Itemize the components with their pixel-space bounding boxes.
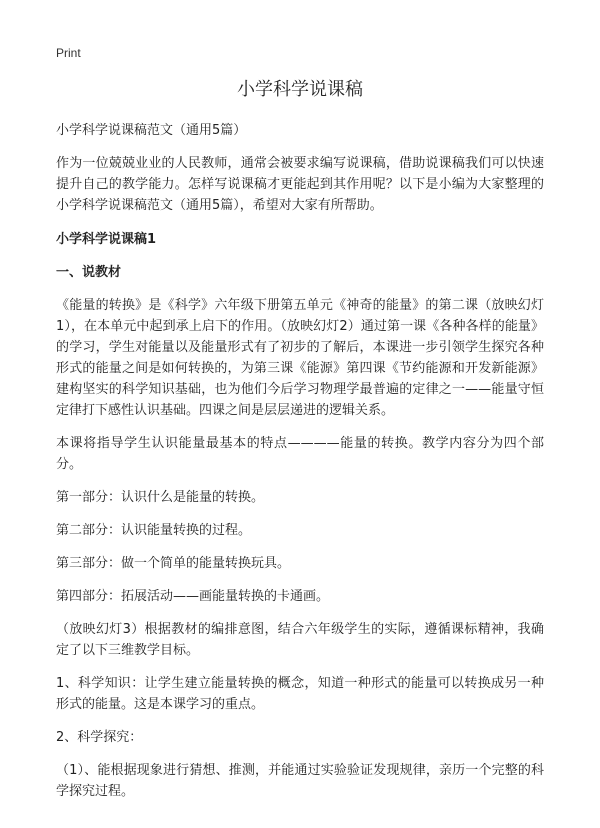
body-paragraph: 第四部分：拓展活动——画能量转换的卡通画。 [56, 589, 330, 604]
intro-paragraph: 作为一位兢兢业业的人民教师，通常会被要求编写说课稿，借助说课稿我们可以快速提升自己的教学能力。怎样写说课稿才更能起到其作用呢？以下是小编为大家整理的小学科学说课稿范文（通用5篇），希望对大家有所帮助。 [56, 156, 544, 213]
section-heading: 小学科学说课稿1 [56, 232, 157, 247]
body-paragraph: 第二部分：认识能量转换的过程。 [56, 523, 252, 538]
document-title: 小学科学说课稿 [237, 79, 363, 100]
subsection-heading: 一、说教材 [56, 265, 122, 280]
print-label: Print [56, 46, 81, 60]
body-paragraph: （放映幻灯3）根据教材的编排意图，结合六年级学生的实际，遵循课标精神，我确定了以下三维教学目标。 [56, 622, 544, 658]
body-paragraph: （1）、能根据现象进行猜想、推测，并能通过实验验证发现规律，亲历一个完整的科学探究过程。 [56, 763, 544, 799]
body-paragraph: 本课将指导学生认识能量最基本的特点————能量的转换。教学内容分为四个部分。 [56, 436, 544, 472]
body-paragraph: 第三部分：做一个简单的能量转换玩具。 [56, 556, 291, 571]
body-paragraph: 2、科学探究： [56, 730, 143, 745]
body-paragraph: 第一部分：认识什么是能量的转换。 [56, 490, 265, 505]
body-paragraph: 《能量的转换》是《科学》六年级下册第五单元《神奇的能量》的第二课（放映幻灯1），在本单元中起到承上启下的作用。（放映幻灯2）通过第一课《各种各样的能量》的学习，学生对能量以及能量形式有了初步的了解后，本课进一步引领学生探究各种形式的能量之间是如何转换的，为第三课《能源》第四课《节约能源和开发新能源》建构坚实的科学知识基础，也为他们今后学习物理学最普遍的定律之一——能量守恒定律打下感性认识基础。四课之间是层层递进的逻辑关系。 [56, 298, 544, 418]
document-subtitle: 小学科学说课稿范文（通用5篇） [56, 123, 247, 138]
body-paragraph: 1、科学知识：让学生建立能量转换的概念，知道一种形式的能量可以转换成另一种形式的能量。这是本课学习的重点。 [56, 676, 544, 712]
document-body [56, 120, 544, 814]
